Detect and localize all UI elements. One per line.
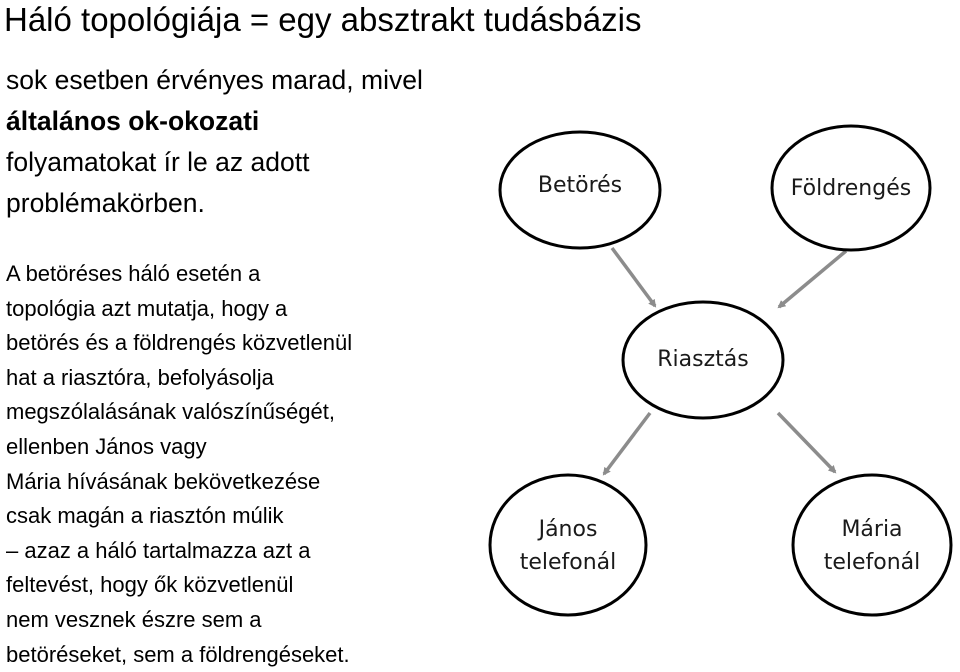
node-label-mary-line2: telefonál <box>823 550 921 575</box>
intro-line: sok esetben érvényes marad, mivel <box>6 65 423 95</box>
node-label-alarm: Riasztás <box>657 347 749 372</box>
node-label-mary <box>812 513 932 579</box>
explanation-line: csak magán a riasztón múlik <box>6 503 284 529</box>
explanation-line: Mária hívásának bekövetkezése <box>6 468 321 494</box>
explanation-line: nem vesznek észre sem a <box>6 606 262 632</box>
explanation-line: hat a riasztóra, befolyásolja <box>6 364 274 390</box>
explanation-line: A betöréses háló esetén a <box>6 261 261 286</box>
edge-alarm-john <box>604 413 650 474</box>
node-label-john-line2: telefonál <box>519 550 617 575</box>
page-title: Háló topológiája = egy absztrakt tudásbázis <box>4 1 642 38</box>
intro-line: folyamatokat ír le az adott <box>6 147 310 177</box>
explanation-line: – azaz a háló tartalmazza azt a <box>6 537 311 563</box>
explanation-line: ellenben János vagy <box>6 433 207 459</box>
node-label-burglary: Betörés <box>537 173 623 198</box>
intro-line: problémakörben. <box>6 188 205 218</box>
explanation-line: topológia azt mutatja, hogy a <box>6 295 288 321</box>
edge-alarm-mary <box>778 413 835 472</box>
edge-earthquake-alarm <box>779 251 846 307</box>
explanation-line: betörés és a földrengés közvetlenül <box>6 330 353 356</box>
intro-line-bold: általános ok-okozati <box>6 106 260 136</box>
edge-burglary-alarm <box>612 248 655 306</box>
node-label-earthquake: Földrengés <box>790 176 912 201</box>
node-label-john <box>508 513 628 579</box>
explanation-line: megszólalásának valószínűségét, <box>6 399 335 425</box>
node-label-mary-line1: Mária <box>841 517 903 542</box>
explanation-line: feltevést, hogy ők közvetlenül <box>6 572 294 598</box>
node-label-john-line1: János <box>538 517 598 542</box>
explanation-line: betöréseket, sem a földrengéseket. <box>6 641 350 667</box>
